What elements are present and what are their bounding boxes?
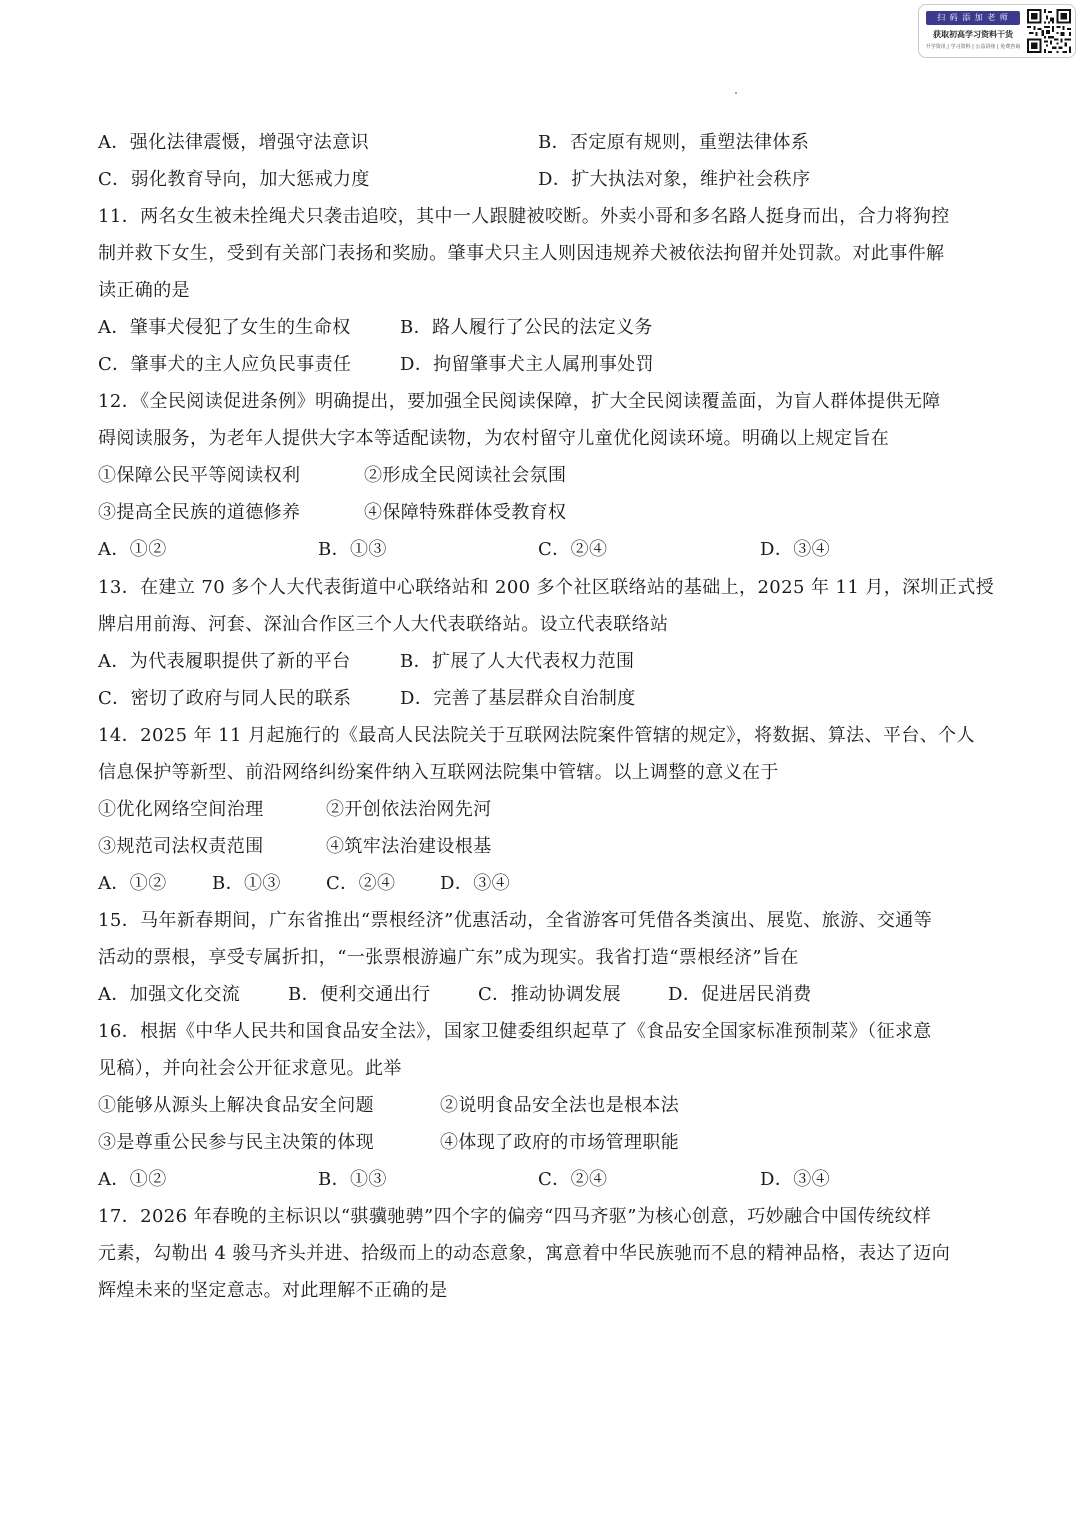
q14-stem-line-1: 14．2025 年 11 月起施行的《最高人民法院关于互联网法院案件管辖的规定》，将数据、算法、平台、个人 [98, 725, 975, 746]
q14-option-d: D．③④ [440, 873, 511, 894]
q16-option-a: A．①② [98, 1169, 167, 1190]
q14-statement-2: ②开创依法治网先河 [326, 799, 492, 820]
q10-option-c: C．弱化教育导向，加大惩戒力度 [98, 169, 370, 190]
q16-statement-4: ④体现了政府的市场管理职能 [440, 1132, 680, 1153]
q11-option-b: B．路人履行了公民的法定义务 [400, 317, 653, 338]
q13-option-c: C．密切了政府与同人民的联系 [98, 688, 352, 709]
q16-statement-2: ②说明食品安全法也是根本法 [440, 1095, 680, 1116]
q12-statement-2: ②形成全民阅读社会氛围 [364, 465, 567, 486]
q15-stem-line-2: 活动的票根，享受专属折扣，“一张票根游遍广东”成为现实。我省打造“票根经济”旨在 [98, 947, 799, 968]
promo-subtitle: 获取初高学习资料干货 [933, 30, 1013, 39]
qr-code-icon[interactable] [1027, 9, 1071, 53]
q13-stem-line-2: 牌启用前海、河套、深汕合作区三个人大代表联络站。设立代表联络站 [98, 614, 669, 635]
q11-option-a: A．肇事犬侵犯了女生的生命权 [98, 317, 351, 338]
q16-stem-line-1: 16．根据《中华人民共和国食品安全法》，国家卫健委组织起草了《食品安全国家标准预制菜》（征求意 [98, 1021, 932, 1042]
q14-statement-3: ③规范司法权责范围 [98, 836, 264, 857]
q16-statement-3: ③是尊重公民参与民主决策的体现 [98, 1132, 374, 1153]
q13-stem-line-1: 13．在建立 70 多个人大代表街道中心联络站和 200 多个社区联络站的基础上，2025 年 11 月，深圳正式授 [98, 577, 995, 598]
q16-stem-line-2: 见稿），并向社会公开征求意见。此举 [98, 1058, 402, 1079]
q12-statement-4: ④保障特殊群体受教育权 [364, 502, 567, 523]
q17-stem-line-2: 元素，勾勒出 4 骏马齐头并进、拾级而上的动态意象，寓意着中华民族驰而不息的精神品格，表达了迈向 [98, 1243, 951, 1264]
q16-option-c: C．②④ [538, 1169, 608, 1190]
q13-option-b: B．扩展了人大代表权力范围 [400, 651, 635, 672]
q14-option-c: C．②④ [326, 873, 396, 894]
q16-statement-1: ①能够从源头上解决食品安全问题 [98, 1095, 374, 1116]
q11-stem-line-2: 制并救下女生，受到有关部门表扬和奖励。肇事犬只主人则因违规养犬被依法拘留并处罚款。对此事件解 [98, 243, 945, 264]
q12-stem-line-1: 12．《全民阅读促进条例》明确提出，要加强全民阅读保障，扩大全民阅读覆盖面，为盲人群体提供无障 [98, 391, 941, 412]
q11-option-d: D．拘留肇事犬主人属刑事处罚 [400, 354, 655, 375]
q12-statement-1: ①保障公民平等阅读权利 [98, 465, 301, 486]
scan-dot [735, 92, 737, 94]
q12-option-a: A．①② [98, 539, 167, 560]
q14-stem-line-2: 信息保护等新型、前沿网络纠纷案件纳入互联网法院集中管辖。以上调整的意义在于 [98, 762, 779, 783]
q13-option-a: A．为代表履职提供了新的平台 [98, 651, 351, 672]
promo-tags: 升学资讯 | 学习资料 | 公益讲座 | 免费咨询 [925, 44, 1021, 50]
q15-stem-line-1: 15．马年新春期间，广东省推出“票根经济”优惠活动，全省游客可凭借各类演出、展览、旅游、交通等 [98, 910, 933, 931]
q17-stem-line-1: 17．2026 年春晚的主标识以“骐骥驰骋”四个字的偏旁“四马齐驱”为核心创意，巧妙融合中国传统纹样 [98, 1206, 932, 1227]
q14-option-b: B．①③ [212, 873, 281, 894]
q14-option-a: A．①② [98, 873, 167, 894]
q15-option-b: B．便利交通出行 [288, 984, 431, 1005]
q15-option-a: A．加强文化交流 [98, 984, 241, 1005]
q16-option-b: B．①③ [318, 1169, 387, 1190]
q10-option-b: B．否定原有规则，重塑法律体系 [538, 132, 810, 153]
q17-stem-line-3: 辉煌未来的坚定意志。对此理解不正确的是 [98, 1280, 448, 1301]
q14-statement-1: ①优化网络空间治理 [98, 799, 264, 820]
q12-stem-line-2: 碍阅读服务，为老年人提供大字本等适配读物，为农村留守儿童优化阅读环境。明确以上规定旨在 [98, 428, 890, 449]
q12-option-b: B．①③ [318, 539, 387, 560]
q16-option-d: D．③④ [760, 1169, 831, 1190]
q10-option-a: A．强化法律震慑，增强守法意识 [98, 132, 369, 153]
q12-statement-3: ③提高全民族的道德修养 [98, 502, 301, 523]
q12-option-d: D．③④ [760, 539, 831, 560]
qr-promo-badge[interactable] [918, 4, 1076, 58]
q10-option-d: D．扩大执法对象，维护社会秩序 [538, 169, 811, 190]
q11-option-c: C．肇事犬的主人应负民事责任 [98, 354, 352, 375]
q11-stem-line-3: 读正确的是 [98, 280, 190, 301]
q12-option-c: C．②④ [538, 539, 608, 560]
q15-option-c: C．推动协调发展 [478, 984, 621, 1005]
q14-statement-4: ④筑牢法治建设根基 [326, 836, 492, 857]
promo-title: 扫 码 添 加 老 师 [926, 11, 1020, 25]
q15-option-d: D．促进居民消费 [668, 984, 812, 1005]
q13-option-d: D．完善了基层群众自治制度 [400, 688, 636, 709]
q11-stem-line-1: 11．两名女生被未拴绳犬只袭击追咬，其中一人跟腱被咬断。外卖小哥和多名路人挺身而出，合力将狗控 [98, 206, 950, 227]
